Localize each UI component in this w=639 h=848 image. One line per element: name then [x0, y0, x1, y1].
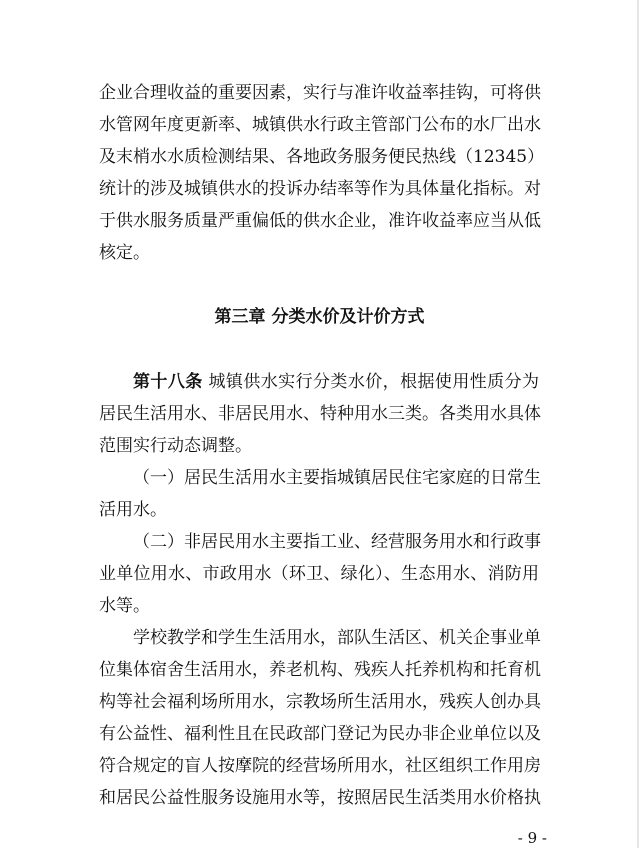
article-text: 城镇供水实行分类水价，根据使用性质分为 — [208, 372, 540, 392]
text-line: 学校教学和学生生活用水，部队生活区、机关企事业单 — [133, 628, 541, 648]
chapter-heading: 第三章 分类水价及计价方式 — [214, 307, 425, 327]
text-line: 位集体宿舍生活用水，养老机构、残疾人托养机构和托育机 — [99, 660, 541, 680]
text-line: 水管网年度更新率、城镇供水行政主管部门公布的水厂出水 — [99, 115, 541, 135]
text-line: 范围实行动态调整。 — [99, 436, 252, 456]
text-line: 活用水。 — [99, 500, 167, 520]
text-line: 核定。 — [99, 243, 150, 263]
text-line: 及末梢水水质检测结果、各地政务服务便民热线（12345） — [99, 147, 545, 167]
text-line: 业单位用水、市政用水（环卫、绿化）、生态用水、消防用 — [99, 564, 539, 584]
text-line: 居民生活用水、非居民用水、特种用水三类。各类用水具体 — [99, 404, 541, 424]
text-line: 构等社会福利场所用水，宗教场所生活用水，残疾人创办具 — [99, 692, 541, 712]
page-number: - 9 - — [517, 829, 547, 847]
text-line: 企业合理收益的重要因素，实行与准许收益率挂钩，可将供 — [99, 83, 541, 103]
article-first-line — [133, 366, 539, 398]
text-line: 和居民公益性服务设施用水等，按照居民生活类用水价格执 — [99, 788, 541, 808]
text-line: 于供水服务质量严重偏低的供水企业，准许收益率应当从低 — [99, 211, 541, 231]
text-line: 符合规定的盲人按摩院的经营场所用水，社区组织工作用房 — [99, 756, 541, 776]
text-line: 统计的涉及城镇供水的投诉办结率等作为具体量化指标。对 — [99, 179, 541, 199]
text-line: 水等。 — [99, 596, 150, 616]
text-line: （一）居民生活用水主要指城镇居民住宅家庭的日常生 — [133, 468, 541, 488]
text-line: （二）非居民用水主要指工业、经营服务用水和行政事 — [133, 532, 541, 552]
text-line: 有公益性、福利性且在民政部门登记为民办非企业单位以及 — [99, 724, 541, 744]
article-label: 第十八条 — [133, 372, 203, 392]
